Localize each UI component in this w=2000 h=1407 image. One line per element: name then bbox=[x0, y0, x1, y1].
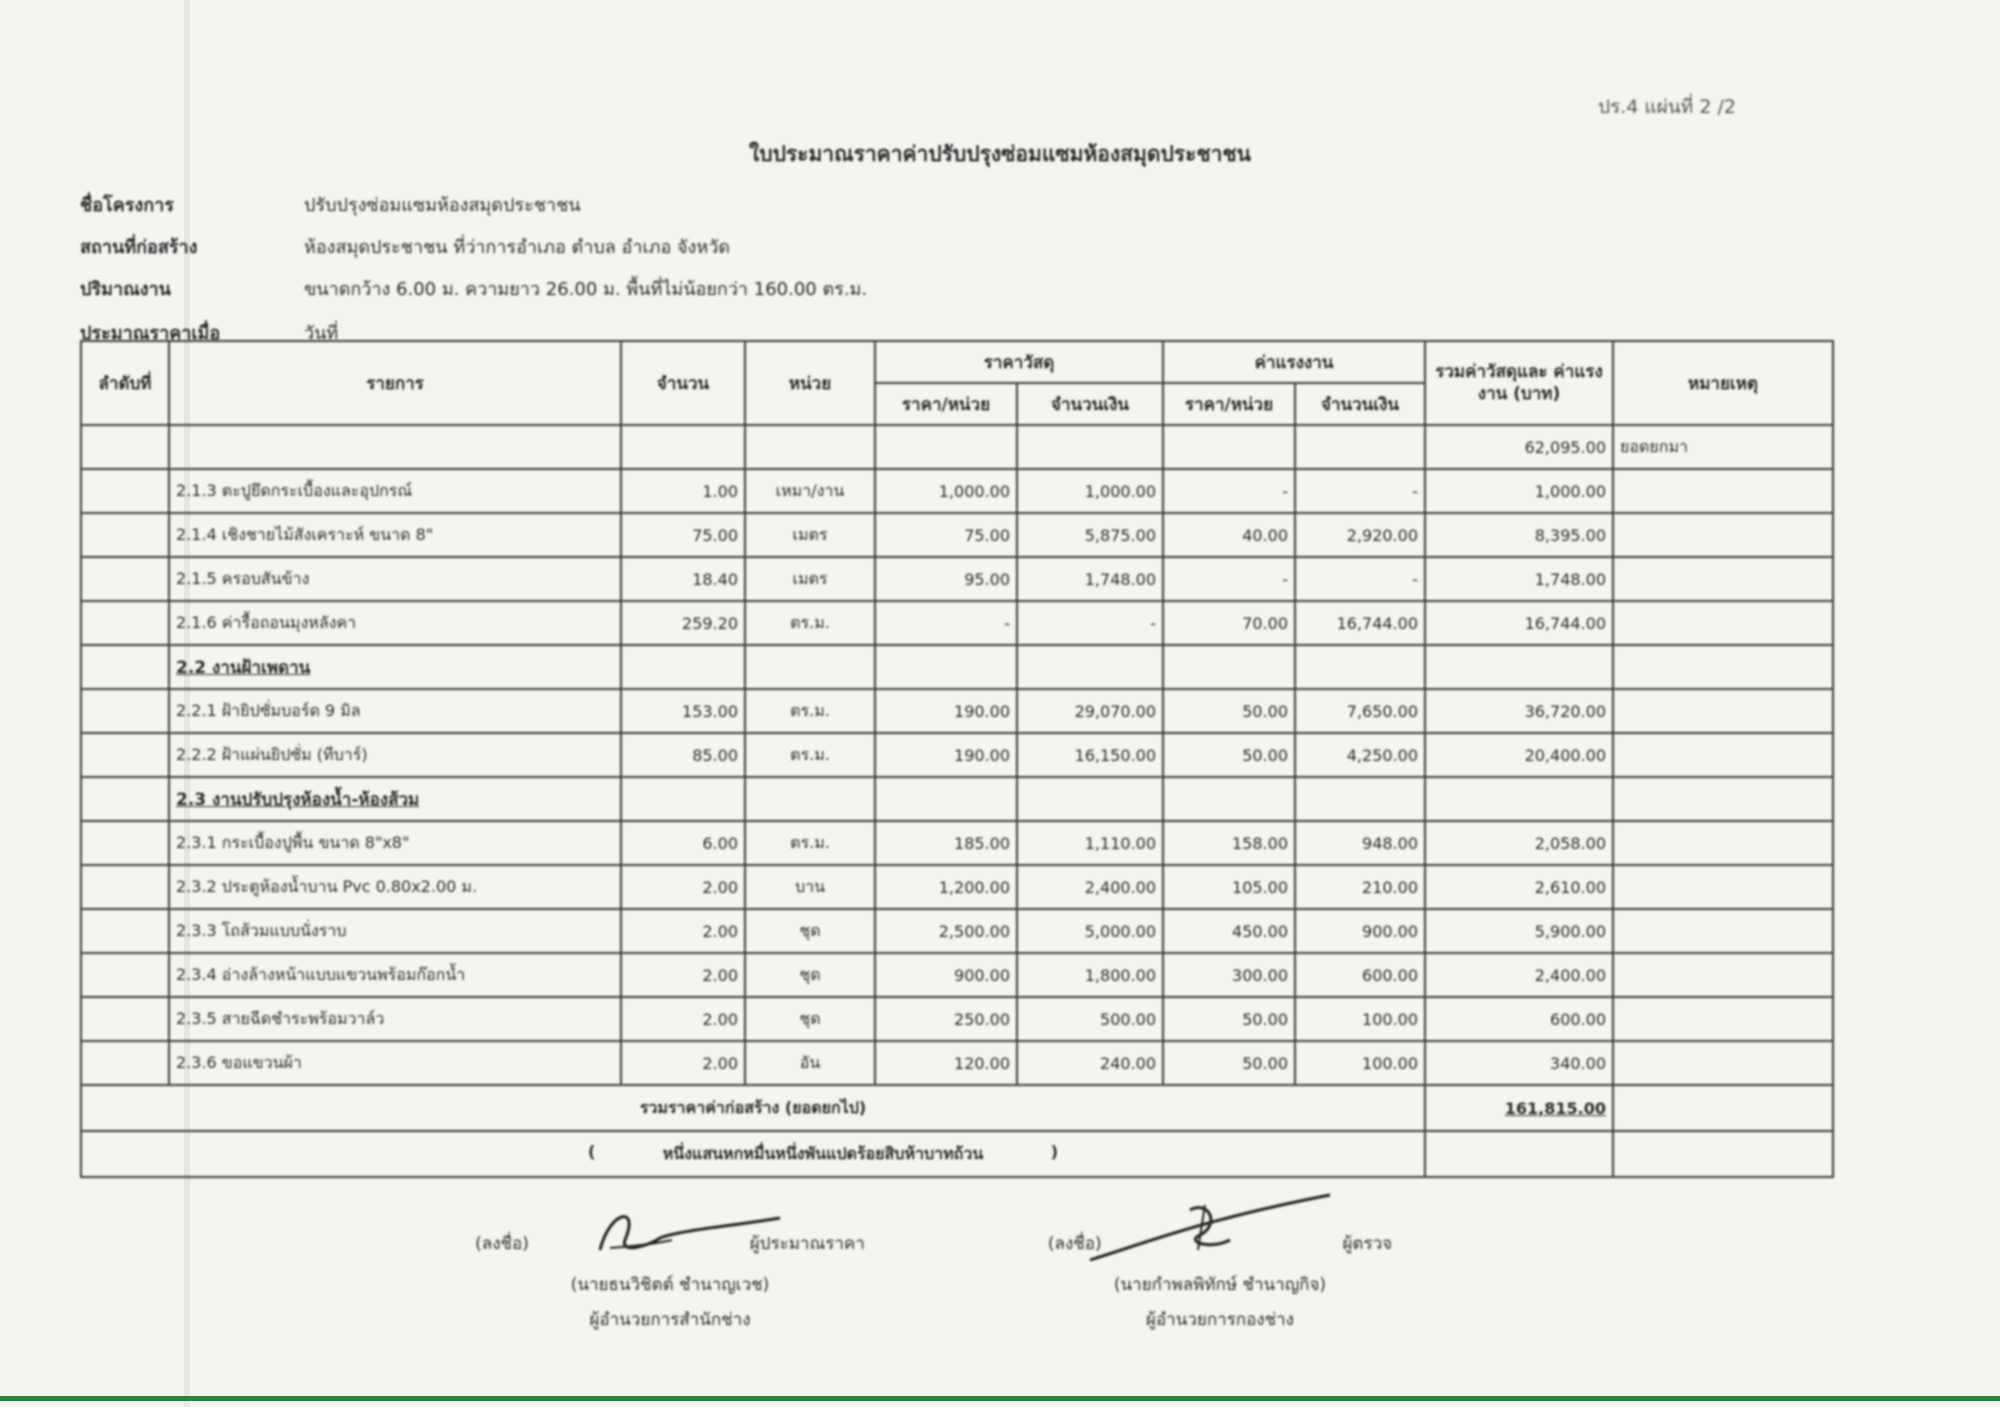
signature-position: ผู้อำนวยการกองช่าง bbox=[1145, 1310, 1294, 1330]
cell-material-amount: 2,400.00 bbox=[1017, 865, 1163, 909]
grand-total-row bbox=[81, 1085, 1833, 1131]
cell-no bbox=[81, 733, 169, 777]
cell-qty: 2.00 bbox=[621, 865, 745, 909]
cell-labor-amount: 100.00 bbox=[1295, 997, 1425, 1041]
cell-qty: 2.00 bbox=[621, 1041, 745, 1085]
cell-labor-unit-price bbox=[1163, 645, 1295, 689]
cell-material-amount: 16,150.00 bbox=[1017, 733, 1163, 777]
form-code: ปร.4 แผ่นที่ 2 /2 bbox=[1598, 96, 1736, 118]
cell-item: 2.3.3 โถส้วมแบบนั่งราบ bbox=[169, 909, 621, 953]
cell-labor-unit-price: - bbox=[1163, 557, 1295, 601]
cell-material-amount bbox=[1017, 777, 1163, 821]
cell-labor-unit-price: 105.00 bbox=[1163, 865, 1295, 909]
cell-material-amount: 1,110.00 bbox=[1017, 821, 1163, 865]
words-close-paren: ) bbox=[1050, 1141, 1058, 1161]
words-open-paren: ( bbox=[588, 1141, 596, 1161]
cell-labor-amount bbox=[1295, 777, 1425, 821]
cell-material-unit-price bbox=[875, 645, 1017, 689]
cell-remark bbox=[1613, 733, 1833, 777]
cell-no bbox=[81, 601, 169, 645]
cell-item: 2.3.2 ประตูห้องน้ำบาน Pvc 0.80x2.00 ม. bbox=[169, 865, 621, 909]
meta-label: สถานที่ก่อสร้าง bbox=[80, 237, 198, 258]
cell-unit: ตร.ม. bbox=[745, 601, 875, 645]
carry-forward-row bbox=[81, 425, 1833, 469]
header-total: รวมค่าวัสดุและ ค่าแรงงาน (บาท) bbox=[1425, 341, 1613, 425]
meta-label: ปริมาณงาน bbox=[80, 279, 171, 300]
total-in-words bbox=[81, 1131, 1425, 1177]
cell-material-unit-price: 1,200.00 bbox=[875, 865, 1017, 909]
cell-no bbox=[81, 469, 169, 513]
cell-material-amount: - bbox=[1017, 601, 1163, 645]
cell-material-unit-price: 95.00 bbox=[875, 557, 1017, 601]
cell-remark bbox=[1613, 601, 1833, 645]
table-row bbox=[81, 1041, 1833, 1085]
cell-labor-unit-price: 158.00 bbox=[1163, 821, 1295, 865]
cell-remark bbox=[1613, 909, 1833, 953]
signature-role: ผู้ประมาณราคา bbox=[749, 1234, 865, 1254]
total-in-words-text: หนึ่งแสนหกหมื่นหนึ่งพันแปดร้อยสิบห้าบาทถ้วน bbox=[662, 1143, 984, 1163]
meta-value: ห้องสมุดประชาชน ที่ว่าการอำเภอ ตำบล อำเภอ จังหวัด bbox=[304, 237, 730, 258]
cell-qty: 259.20 bbox=[621, 601, 745, 645]
cell-total: 600.00 bbox=[1425, 997, 1613, 1041]
cell-material-amount: 5,875.00 bbox=[1017, 513, 1163, 557]
cell-material-unit-price: 120.00 bbox=[875, 1041, 1017, 1085]
header-labor: ค่าแรงงาน bbox=[1163, 341, 1425, 383]
cell-qty: 2.00 bbox=[621, 997, 745, 1041]
cell-unit: เมตร bbox=[745, 513, 875, 557]
cell-unit: เหมา/งาน bbox=[745, 469, 875, 513]
cell-item: 2.2 งานฝ้าเพดาน bbox=[169, 645, 621, 689]
estimate-table bbox=[80, 340, 1834, 1178]
header-material-amount: จำนวนเงิน bbox=[1017, 383, 1163, 425]
cell-item: 2.3.4 อ่างล้างหน้าแบบแขวนพร้อมก๊อกน้ำ bbox=[169, 953, 621, 997]
grand-total-value: 161,815.00 bbox=[1425, 1085, 1613, 1131]
cell-labor-amount: 600.00 bbox=[1295, 953, 1425, 997]
carry-forward-remark: ยอดยกมา bbox=[1613, 425, 1833, 469]
cell-unit: ตร.ม. bbox=[745, 821, 875, 865]
cell-material-amount bbox=[1017, 645, 1163, 689]
cell-unit: บาน bbox=[745, 865, 875, 909]
cell-no bbox=[81, 821, 169, 865]
cell-labor-amount: - bbox=[1295, 557, 1425, 601]
cell-labor-unit-price: - bbox=[1163, 469, 1295, 513]
cell-material-unit-price bbox=[875, 777, 1017, 821]
cell-labor-unit-price: 300.00 bbox=[1163, 953, 1295, 997]
table-row bbox=[81, 557, 1833, 601]
cell-unit: ชุด bbox=[745, 997, 875, 1041]
cell-unit: ตร.ม. bbox=[745, 733, 875, 777]
cell-labor-amount bbox=[1295, 645, 1425, 689]
cell-remark bbox=[1613, 1041, 1833, 1085]
cell-material-unit-price: 190.00 bbox=[875, 689, 1017, 733]
table-row bbox=[81, 865, 1833, 909]
cell-unit: ชุด bbox=[745, 909, 875, 953]
cell-no bbox=[81, 909, 169, 953]
cell-qty: 153.00 bbox=[621, 689, 745, 733]
cell-qty bbox=[621, 777, 745, 821]
cell-material-unit-price: 900.00 bbox=[875, 953, 1017, 997]
header-no: ลำดับที่ bbox=[81, 341, 169, 425]
cell-no bbox=[81, 557, 169, 601]
header-remark: หมายเหตุ bbox=[1613, 341, 1833, 425]
cell-total: 16,744.00 bbox=[1425, 601, 1613, 645]
cell-remark bbox=[1613, 689, 1833, 733]
cell-unit: ตร.ม. bbox=[745, 689, 875, 733]
cell-material-unit-price: 75.00 bbox=[875, 513, 1017, 557]
table-row bbox=[81, 997, 1833, 1041]
cell-labor-unit-price: 450.00 bbox=[1163, 909, 1295, 953]
cell-remark bbox=[1613, 469, 1833, 513]
cell-item: 2.2.2 ฝ้าแผ่นยิปซั่ม (ทีบาร์) bbox=[169, 733, 621, 777]
cell-item: 2.3 งานปรับปรุงห้องน้ำ-ห้องส้วม bbox=[169, 777, 621, 821]
cell-total: 1,000.00 bbox=[1425, 469, 1613, 513]
cell-labor-amount: 900.00 bbox=[1295, 909, 1425, 953]
cell-no bbox=[81, 777, 169, 821]
meta-label: ประมาณราคาเมื่อ bbox=[80, 323, 221, 344]
cell-labor-unit-price: 50.00 bbox=[1163, 689, 1295, 733]
table-footer bbox=[81, 1085, 1833, 1177]
cell-labor-amount: - bbox=[1295, 469, 1425, 513]
cell-qty: 75.00 bbox=[621, 513, 745, 557]
cell-remark bbox=[1613, 645, 1833, 689]
meta-value: ขนาดกว้าง 6.00 ม. ความยาว 26.00 ม. พื้นที่ไม่น้อยกว่า 160.00 ตร.ม. bbox=[304, 279, 868, 300]
cell-no bbox=[81, 513, 169, 557]
cell-item: 2.3.1 กระเบื้องปูพื้น ขนาด 8"x8" bbox=[169, 821, 621, 865]
cell-remark bbox=[1613, 953, 1833, 997]
cell-total: 2,610.00 bbox=[1425, 865, 1613, 909]
table-row bbox=[81, 909, 1833, 953]
cell-labor-amount: 100.00 bbox=[1295, 1041, 1425, 1085]
cell-material-unit-price: 185.00 bbox=[875, 821, 1017, 865]
total-in-words-row bbox=[81, 1131, 1833, 1177]
table-row bbox=[81, 469, 1833, 513]
cell-material-unit-price: 2,500.00 bbox=[875, 909, 1017, 953]
table-row bbox=[81, 821, 1833, 865]
section-row bbox=[81, 645, 1833, 689]
meta-value: ปรับปรุงซ่อมแซมห้องสมุดประชาชน bbox=[304, 195, 581, 216]
cell-remark bbox=[1613, 557, 1833, 601]
signature-name: (นายกำพลพิทักษ์ ชำนาญกิจ) bbox=[1113, 1275, 1327, 1295]
cell-qty: 2.00 bbox=[621, 909, 745, 953]
grand-total-label: รวมราคาค่าก่อสร้าง (ยอดยกไป) bbox=[81, 1085, 1425, 1131]
cell-no bbox=[81, 689, 169, 733]
document-title: ใบประมาณราคาค่าปรับปรุงซ่อมแซมห้องสมุดประชาชน bbox=[748, 142, 1252, 166]
cell-labor-amount: 7,650.00 bbox=[1295, 689, 1425, 733]
cell-material-unit-price: 250.00 bbox=[875, 997, 1017, 1041]
cell-unit: ชุด bbox=[745, 953, 875, 997]
cell-item: 2.2.1 ฝ้ายิปซั่มบอร์ด 9 มิล bbox=[169, 689, 621, 733]
cell-no bbox=[81, 1041, 169, 1085]
cell-no bbox=[81, 997, 169, 1041]
cell-remark bbox=[1613, 821, 1833, 865]
header-qty: จำนวน bbox=[621, 341, 745, 425]
cell-material-amount: 1,800.00 bbox=[1017, 953, 1163, 997]
cell-labor-unit-price: 50.00 bbox=[1163, 1041, 1295, 1085]
header-labor-amount: จำนวนเงิน bbox=[1295, 383, 1425, 425]
carry-forward-total: 62,095.00 bbox=[1425, 425, 1613, 469]
table-row bbox=[81, 953, 1833, 997]
cell-total: 2,058.00 bbox=[1425, 821, 1613, 865]
cell-qty bbox=[621, 645, 745, 689]
meta-value: วันที่ bbox=[304, 323, 339, 344]
signature-prefix: (ลงชื่อ) bbox=[475, 1234, 529, 1254]
table-row bbox=[81, 689, 1833, 733]
handwritten-signature-2 bbox=[1080, 1190, 1340, 1270]
cell-labor-amount: 16,744.00 bbox=[1295, 601, 1425, 645]
cell-remark bbox=[1613, 513, 1833, 557]
cell-total: 1,748.00 bbox=[1425, 557, 1613, 601]
cell-labor-unit-price: 50.00 bbox=[1163, 997, 1295, 1041]
cell-material-amount: 1,000.00 bbox=[1017, 469, 1163, 513]
cell-item: 2.1.6 ค่ารื้อถอนมุงหลังคา bbox=[169, 601, 621, 645]
cell-material-amount: 29,070.00 bbox=[1017, 689, 1163, 733]
bottom-accent-line bbox=[0, 1396, 2000, 1401]
cell-labor-unit-price: 40.00 bbox=[1163, 513, 1295, 557]
cell-total bbox=[1425, 777, 1613, 821]
cell-qty: 1.00 bbox=[621, 469, 745, 513]
cell-unit bbox=[745, 777, 875, 821]
cell-item: 2.3.6 ขอแขวนผ้า bbox=[169, 1041, 621, 1085]
cell-labor-unit-price: 50.00 bbox=[1163, 733, 1295, 777]
cell-material-unit-price: 190.00 bbox=[875, 733, 1017, 777]
cell-material-unit-price: 1,000.00 bbox=[875, 469, 1017, 513]
cell-total: 2,400.00 bbox=[1425, 953, 1613, 997]
cell-no bbox=[81, 865, 169, 909]
header-item: รายการ bbox=[169, 341, 621, 425]
cell-qty: 85.00 bbox=[621, 733, 745, 777]
cell-item: 2.1.4 เชิงชายไม้สังเคราะห์ ขนาด 8" bbox=[169, 513, 621, 557]
signature-name: (นายธนวิชิตต์ ชำนาญเวช) bbox=[570, 1275, 770, 1295]
cell-qty: 2.00 bbox=[621, 953, 745, 997]
header-unit: หน่วย bbox=[745, 341, 875, 425]
section-row bbox=[81, 777, 1833, 821]
header-material: ราคาวัสดุ bbox=[875, 341, 1163, 383]
cell-total: 340.00 bbox=[1425, 1041, 1613, 1085]
cell-total: 20,400.00 bbox=[1425, 733, 1613, 777]
cell-qty: 6.00 bbox=[621, 821, 745, 865]
cell-labor-unit-price: 70.00 bbox=[1163, 601, 1295, 645]
table-body bbox=[81, 425, 1833, 1085]
cell-material-amount: 5,000.00 bbox=[1017, 909, 1163, 953]
table-row bbox=[81, 601, 1833, 645]
cell-labor-amount: 210.00 bbox=[1295, 865, 1425, 909]
table-row bbox=[81, 733, 1833, 777]
signature-position: ผู้อำนวยการสำนักช่าง bbox=[589, 1310, 751, 1330]
cell-material-amount: 500.00 bbox=[1017, 997, 1163, 1041]
cell-remark bbox=[1613, 777, 1833, 821]
cell-material-amount: 240.00 bbox=[1017, 1041, 1163, 1085]
signature-role: ผู้ตรวจ bbox=[1342, 1234, 1393, 1254]
cell-no bbox=[81, 953, 169, 997]
cell-total bbox=[1425, 645, 1613, 689]
cell-item: 2.1.5 ครอบสันข้าง bbox=[169, 557, 621, 601]
cell-labor-amount: 948.00 bbox=[1295, 821, 1425, 865]
cell-total: 5,900.00 bbox=[1425, 909, 1613, 953]
cell-unit: เมตร bbox=[745, 557, 875, 601]
header-material-unit-price: ราคา/หน่วย bbox=[875, 383, 1017, 425]
cell-material-unit-price: - bbox=[875, 601, 1017, 645]
cell-item: 2.1.3 ตะปูยึดกระเบื้องและอุปกรณ์ bbox=[169, 469, 621, 513]
cell-no bbox=[81, 645, 169, 689]
cell-total: 36,720.00 bbox=[1425, 689, 1613, 733]
cell-labor-unit-price bbox=[1163, 777, 1295, 821]
cell-qty: 18.40 bbox=[621, 557, 745, 601]
cell-labor-amount: 4,250.00 bbox=[1295, 733, 1425, 777]
signature-prefix: (ลงชื่อ) bbox=[1047, 1234, 1102, 1254]
header-labor-unit-price: ราคา/หน่วย bbox=[1163, 383, 1295, 425]
handwritten-signature-1 bbox=[580, 1200, 800, 1270]
table-row bbox=[81, 513, 1833, 557]
cell-total: 8,395.00 bbox=[1425, 513, 1613, 557]
cell-labor-amount: 2,920.00 bbox=[1295, 513, 1425, 557]
cell-item: 2.3.5 สายฉีดชำระพร้อมวาล์ว bbox=[169, 997, 621, 1041]
cell-unit: อัน bbox=[745, 1041, 875, 1085]
cell-unit bbox=[745, 645, 875, 689]
meta-label: ชื่อโครงการ bbox=[80, 195, 174, 216]
cell-remark bbox=[1613, 997, 1833, 1041]
cell-material-amount: 1,748.00 bbox=[1017, 557, 1163, 601]
cell-remark bbox=[1613, 865, 1833, 909]
